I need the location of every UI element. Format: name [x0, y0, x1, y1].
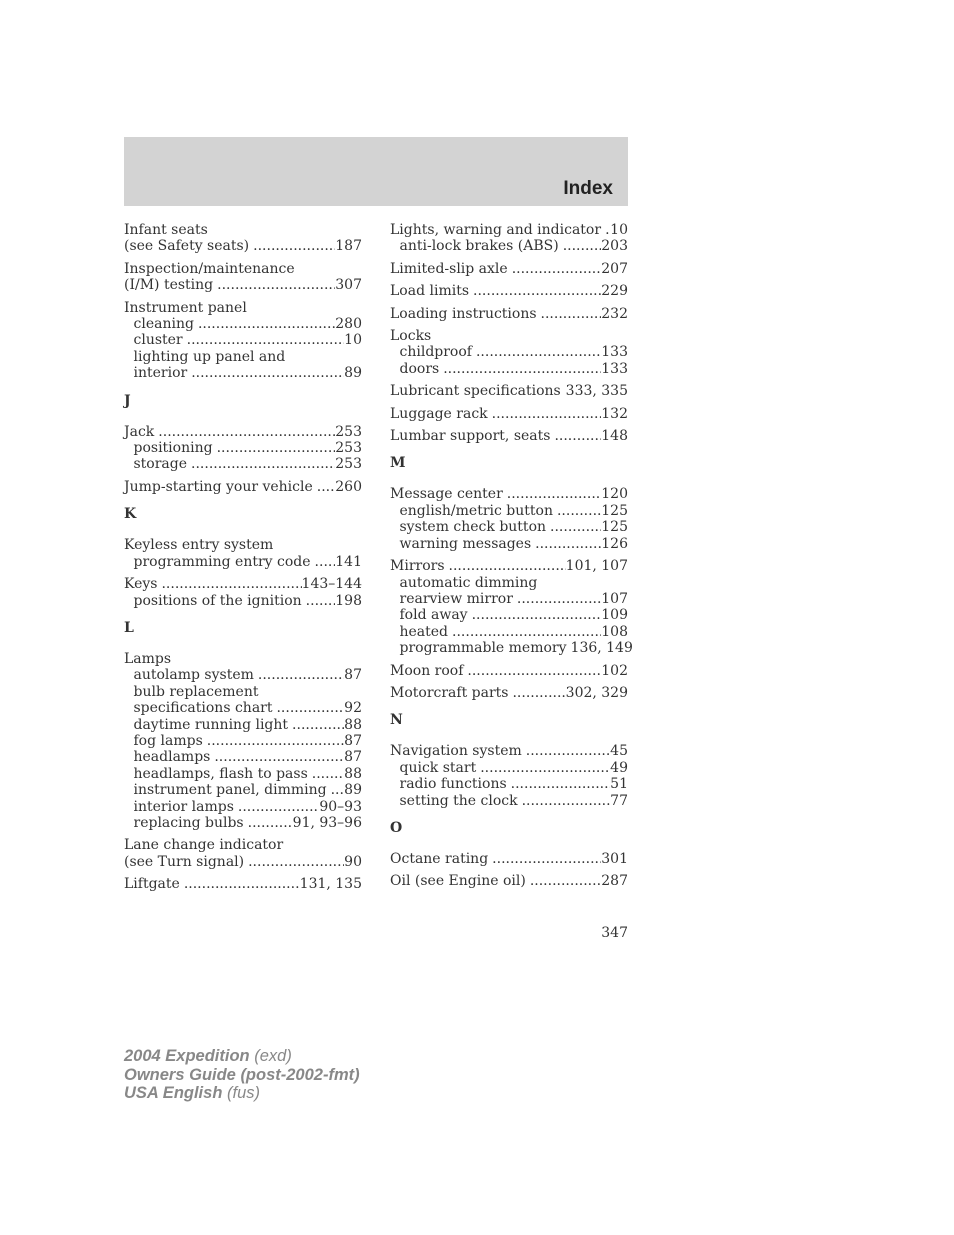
index-subentry [390, 760, 628, 776]
page-reference: 107 [601, 590, 628, 607]
dot-leader [306, 593, 336, 609]
entry-text: setting the clock [399, 792, 518, 809]
footer [124, 1047, 360, 1103]
header-band [124, 137, 628, 206]
page-reference: 232 [601, 305, 628, 322]
index-term [390, 406, 628, 422]
index-entry [124, 837, 362, 870]
dot-leader [276, 700, 344, 716]
entry-text: automatic dimming [399, 574, 538, 591]
page-reference: 141 [335, 553, 362, 570]
index-entry [390, 873, 628, 889]
dot-leader [158, 424, 335, 440]
entry-text: Jump-starting your vehicle [124, 478, 313, 495]
entry-text: autolamp system [133, 667, 254, 684]
page-reference: 45 [610, 743, 628, 760]
page-reference: 126 [601, 535, 628, 552]
entry-text: Keyless entry system [124, 537, 274, 554]
dot-leader [312, 766, 344, 782]
index-term [390, 873, 628, 889]
page-reference: 92 [344, 700, 362, 717]
page-reference: 108 [601, 623, 628, 640]
dot-leader [217, 277, 335, 293]
index-subentry [124, 733, 362, 749]
index-letter-heading: N [390, 712, 403, 729]
dot-leader [292, 717, 344, 733]
page-reference: 51 [610, 776, 628, 793]
entry-text: lighting up panel and [133, 348, 286, 365]
page-reference: 198 [335, 592, 362, 609]
entry-text: cluster [133, 332, 183, 349]
page-reference: 187 [335, 238, 362, 255]
entry-text: programming entry code [133, 553, 311, 570]
dot-leader [517, 591, 601, 607]
index-subentry [390, 536, 628, 552]
entry-text: doors [399, 360, 440, 377]
index-entry [390, 663, 628, 679]
page-reference: 87 [344, 749, 362, 766]
index-subentry [124, 332, 362, 348]
index-letter-heading: M [390, 455, 406, 472]
entry-text: Lane change indicator [124, 837, 284, 854]
index-term [390, 663, 628, 679]
dot-leader [238, 799, 319, 815]
index-term [124, 576, 362, 592]
entry-text: Liftgate [124, 876, 180, 893]
index-subentry [124, 349, 362, 365]
page-reference: 88 [344, 716, 362, 733]
entry-text: Message center [390, 486, 503, 503]
page-reference: 287 [601, 873, 628, 890]
index-subentry [390, 607, 628, 623]
page-reference: 125 [601, 519, 628, 536]
page-reference: 229 [601, 283, 628, 300]
index-subentry [390, 624, 628, 640]
dot-leader [452, 624, 601, 640]
index-term [390, 328, 628, 344]
dot-leader [492, 851, 601, 867]
entry-text: Moon roof [390, 662, 464, 679]
dot-leader [253, 238, 335, 254]
entry-text: Luggage rack [390, 405, 488, 422]
page-reference: 109 [601, 607, 628, 624]
entry-text: (I/M) testing [124, 277, 214, 294]
dot-leader [248, 815, 293, 831]
index-column-left [124, 222, 362, 899]
entry-text: Infant seats [124, 222, 208, 238]
entry-text: Oil (see Engine oil) [390, 873, 526, 890]
index-term [124, 537, 362, 553]
page-reference: 91, 93–96 [292, 814, 362, 831]
index-entry [390, 743, 628, 809]
index-entry [124, 651, 362, 831]
page-reference: 10 [610, 222, 628, 238]
entry-text: daytime running light [133, 716, 289, 733]
page-reference: 90–93 [319, 798, 362, 815]
entry-text: specifications chart [133, 700, 273, 717]
index-subentry [124, 593, 362, 609]
page-reference: 307 [335, 277, 362, 294]
dot-leader [526, 743, 610, 759]
dot-leader [473, 283, 601, 299]
index-subentry [390, 776, 628, 792]
entry-text: rearview mirror [399, 590, 513, 607]
footer-line-1 [124, 1047, 360, 1066]
page-reference: 253 [335, 423, 362, 440]
entry-text: headlamps [133, 749, 211, 766]
index-subentry [390, 344, 628, 360]
entry-text: warning messages [399, 535, 532, 552]
dot-leader [507, 486, 601, 502]
dot-leader [187, 332, 345, 348]
entry-text: interior [133, 365, 188, 382]
entry-text: Keys [124, 576, 158, 593]
footer-language-code: (fus) [222, 1084, 260, 1102]
index-subentry [124, 554, 362, 570]
dot-leader [191, 365, 344, 381]
dot-leader [492, 406, 602, 422]
page-reference: 49 [610, 759, 628, 776]
entry-text: Motorcraft parts [390, 684, 509, 701]
page-reference: 131, 135 [299, 876, 362, 893]
index-term [390, 383, 628, 399]
index-term [124, 277, 362, 293]
page-reference: 120 [601, 486, 628, 503]
dot-leader [554, 428, 601, 444]
dot-leader [191, 456, 335, 472]
index-term [124, 300, 362, 316]
entry-text: headlamps, flash to pass [133, 765, 308, 782]
index-entry [124, 261, 362, 294]
index-term [124, 222, 362, 238]
index-subentry [390, 519, 628, 535]
entry-text: Jack [124, 423, 155, 440]
index-term [390, 558, 628, 574]
page-reference: 101, 107 [565, 558, 628, 575]
entry-text: cleaning [133, 316, 194, 333]
index-entry [390, 685, 628, 701]
index-subentry [124, 749, 362, 765]
page-title: Index [563, 178, 613, 199]
index-term [390, 685, 628, 701]
entry-text: interior lamps [133, 798, 234, 815]
page-reference: 260 [335, 478, 362, 495]
footer-guide: Owners Guide (post-2002-fmt) [124, 1065, 360, 1084]
index-letter-heading: O [390, 819, 403, 836]
entry-text: storage [133, 456, 188, 473]
dot-leader [467, 663, 601, 679]
dot-leader [161, 576, 301, 592]
index-subentry [390, 575, 628, 591]
page-reference: 88 [344, 765, 362, 782]
dot-leader [557, 503, 601, 519]
entry-text: Locks [390, 328, 432, 345]
page-reference: 333, 335 [565, 383, 628, 400]
index-term [124, 837, 362, 853]
index-term [390, 743, 628, 759]
dot-leader [480, 760, 610, 776]
index-entry [390, 406, 628, 422]
entry-text: childproof [399, 344, 472, 361]
index-entry [124, 576, 362, 609]
page-number: 347 [601, 925, 628, 941]
index-subentry [124, 766, 362, 782]
dot-leader [535, 536, 601, 552]
entry-text: instrument panel, dimming [133, 782, 327, 799]
page-reference: 203 [601, 238, 628, 255]
dot-leader [315, 554, 336, 570]
index-entry [390, 486, 628, 552]
dot-leader [258, 667, 344, 683]
page-reference: 89 [344, 365, 362, 382]
entry-text: Mirrors [390, 558, 445, 575]
index-subentry [390, 361, 628, 377]
dot-leader [207, 733, 344, 749]
footer-line-2 [124, 1066, 360, 1085]
entry-text: system check button [399, 519, 547, 536]
page-reference: 148 [601, 428, 628, 445]
index-term [390, 306, 628, 322]
page-reference: 133 [601, 344, 628, 361]
page-reference: 102 [601, 662, 628, 679]
dot-leader [512, 261, 602, 277]
page-reference: 301 [601, 850, 628, 867]
dot-leader [331, 782, 345, 798]
entry-text: quick start [399, 759, 477, 776]
dot-leader [443, 361, 601, 377]
entry-text: Octane rating [390, 850, 489, 867]
dot-leader [541, 306, 602, 322]
index-entry [124, 876, 362, 892]
footer-language: USA English [124, 1084, 223, 1102]
index-subentry [124, 815, 362, 831]
dot-leader [198, 316, 335, 332]
page-reference: 125 [601, 502, 628, 519]
index-letter-heading: L [124, 619, 134, 636]
dot-leader [217, 440, 336, 456]
footer-line-3 [124, 1084, 360, 1103]
page-reference: 207 [601, 260, 628, 277]
index-subentry [390, 503, 628, 519]
entry-text: (see Safety seats) [124, 238, 250, 255]
index-entry [390, 328, 628, 377]
index-subentry [124, 365, 362, 381]
index-subentry [124, 667, 362, 683]
entry-text: (see Turn signal) [124, 853, 245, 870]
index-subentry [124, 717, 362, 733]
dot-leader [550, 519, 601, 535]
index-subentry [390, 793, 628, 809]
page-reference: 87 [344, 732, 362, 749]
entry-text: heated [399, 623, 449, 640]
entry-text: programmable memory [399, 640, 567, 657]
index-entry [124, 222, 362, 255]
entry-text: Loading instructions [390, 305, 537, 322]
dot-leader [511, 776, 611, 792]
entry-text: Load limits [390, 283, 470, 300]
index-entry [124, 424, 362, 473]
dot-leader [317, 479, 335, 495]
entry-text: english/metric button [399, 502, 553, 519]
page-reference: 253 [335, 440, 362, 457]
footer-model: 2004 Expedition [124, 1047, 250, 1065]
page-reference: 253 [335, 456, 362, 473]
entry-text: Lights, warning and indicator [390, 222, 602, 238]
page-reference: 77 [610, 792, 628, 809]
entry-text: replacing bulbs [133, 814, 244, 831]
index-term [124, 479, 362, 495]
index-entry [390, 851, 628, 867]
index-entry [390, 428, 628, 444]
index-entry [390, 222, 628, 255]
page-reference: 87 [344, 667, 362, 684]
index-term [390, 222, 628, 238]
entry-text: bulb replacement [133, 683, 259, 700]
page-reference: 90 [344, 853, 362, 870]
entry-text: Inspection/maintenance [124, 260, 295, 277]
index-term [124, 261, 362, 277]
page-reference: 302, 329 [565, 684, 628, 701]
entry-text: fog lamps [133, 732, 203, 749]
index-subentry [124, 684, 362, 700]
page-reference: 133 [601, 360, 628, 377]
dot-leader [476, 344, 601, 360]
entry-text: Lumbar support, seats [390, 428, 551, 445]
index-term [390, 486, 628, 502]
entry-text: positioning [133, 440, 213, 457]
page-reference: 132 [601, 405, 628, 422]
entry-text: fold away [399, 607, 468, 624]
index-subentry [124, 700, 362, 716]
index-term [390, 428, 628, 444]
index-subentry [390, 591, 628, 607]
entry-text: Lamps [124, 650, 172, 667]
index-term [124, 854, 362, 870]
dot-leader [512, 685, 565, 701]
index-subentry [390, 238, 628, 254]
footer-model-code: (exd) [249, 1047, 292, 1065]
dot-leader [563, 238, 602, 254]
index-subentry [124, 456, 362, 472]
entry-text: positions of the ignition [133, 592, 302, 609]
index-subentry [124, 782, 362, 798]
dot-leader [449, 558, 566, 574]
index-entry [390, 383, 628, 399]
entry-text: radio functions [399, 776, 507, 793]
index-entry [124, 479, 362, 495]
index-term [390, 851, 628, 867]
index-term [390, 283, 628, 299]
index-term [124, 424, 362, 440]
page-reference: 89 [344, 782, 362, 799]
index-term [124, 651, 362, 667]
index-term [390, 261, 628, 277]
index-subentry [390, 640, 633, 657]
index-entry [124, 300, 362, 382]
page-reference: 143–144 [301, 576, 362, 593]
dot-leader [184, 876, 300, 892]
page-reference: 10 [344, 332, 362, 349]
page-reference: 136, 149 [570, 640, 633, 657]
dot-leader [214, 749, 344, 765]
index-term [124, 238, 362, 254]
dot-leader [472, 607, 602, 623]
index-letter-heading: J [124, 392, 131, 409]
index-term [124, 876, 362, 892]
index-subentry [124, 799, 362, 815]
index-subentry [124, 440, 362, 456]
index-entry [390, 283, 628, 299]
dot-leader [522, 793, 611, 809]
index-entry [390, 558, 633, 657]
entry-text: Lubricant specifications [390, 383, 561, 400]
entry-text: anti-lock brakes (ABS) [399, 238, 559, 255]
entry-text: Limited-slip axle [390, 260, 508, 277]
index-subentry [124, 316, 362, 332]
index-entry [390, 261, 628, 277]
page-reference: 280 [335, 316, 362, 333]
dot-leader [530, 873, 601, 889]
index-letter-heading: K [124, 506, 137, 523]
index-entry [124, 537, 362, 570]
index-entry [390, 306, 628, 322]
dot-leader [248, 854, 344, 870]
index-column-right [390, 222, 633, 896]
entry-text: Navigation system [390, 743, 522, 760]
entry-text: Instrument panel [124, 299, 247, 316]
